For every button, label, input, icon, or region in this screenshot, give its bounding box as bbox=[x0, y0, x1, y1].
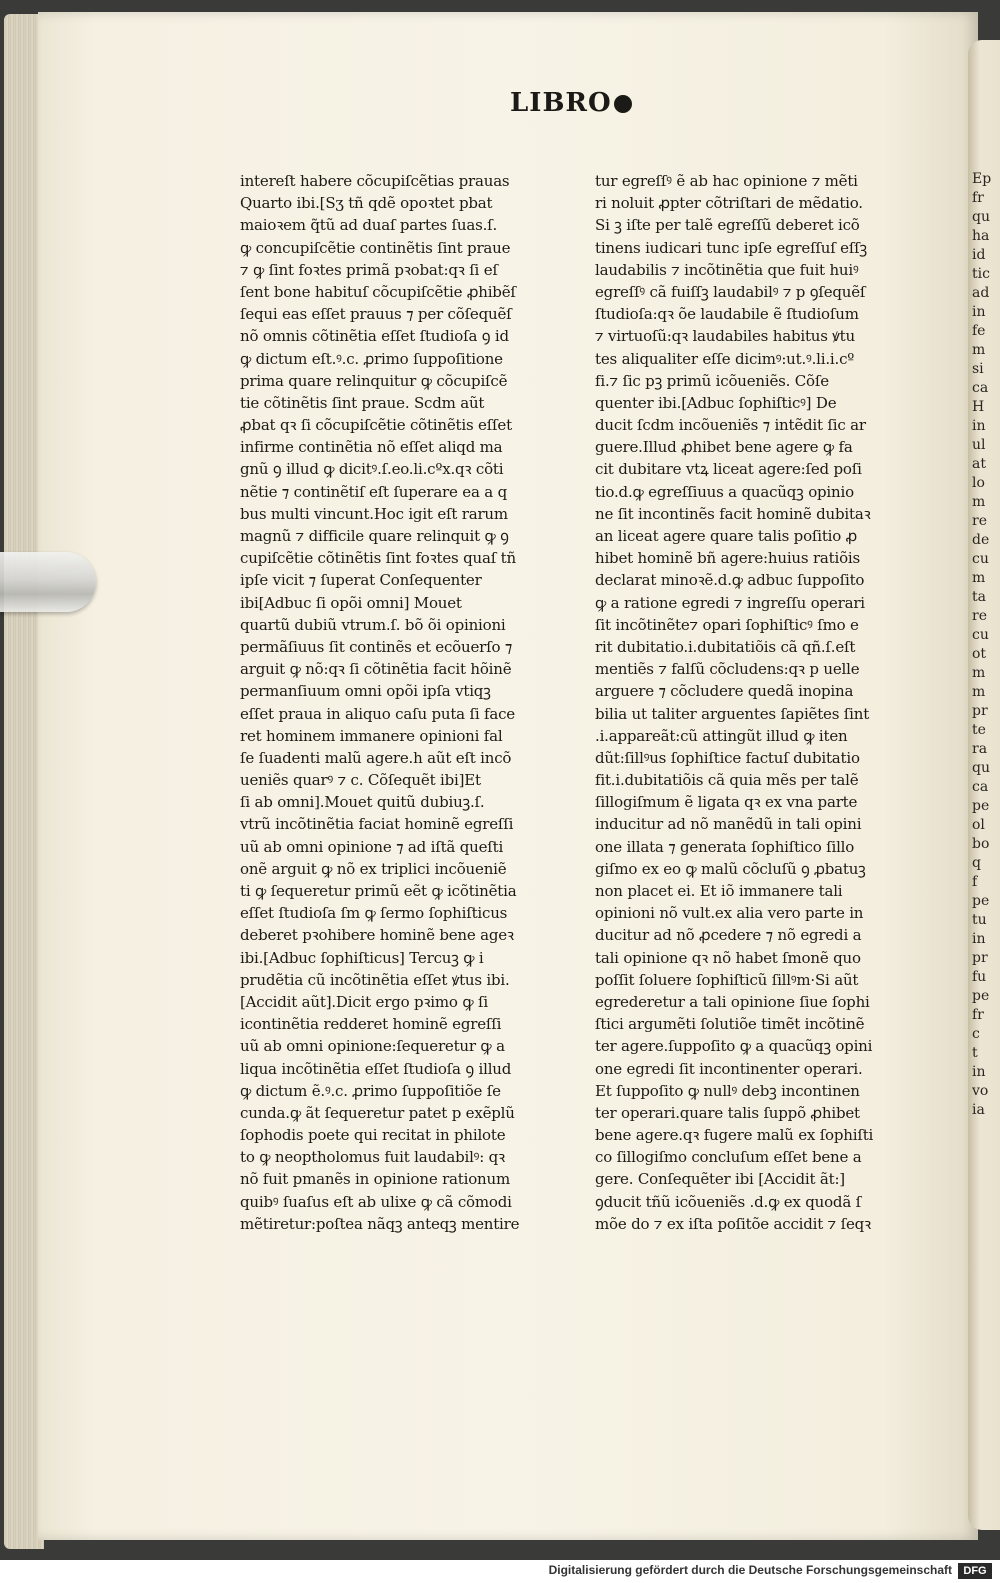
margin-fragment: fr bbox=[972, 190, 984, 206]
text-line: ꝙ a ratione egredi ⁊ ingreſſu operari bbox=[595, 593, 865, 612]
text-line: egreſſꝰ cã fuiſſꝫ laudabilꝰ ⁊ p ꝯſequẽſ bbox=[595, 282, 866, 301]
text-line: giſmo ex eo ꝙ malũ cõcluſũ ꝯ ꝓbatuꝫ bbox=[595, 859, 866, 878]
margin-fragment: ol bbox=[972, 817, 985, 833]
margin-fragment: m bbox=[972, 494, 986, 510]
text-line: nõ omnis cõtinẽtia eſſet ſtudioſa ꝯ id bbox=[240, 327, 509, 346]
margin-fragment: si bbox=[972, 361, 984, 377]
text-line: gnũ ꝯ illud ꝙ dicitꝰ.ſ.eo.li.cºx.qꝛ cõti bbox=[240, 460, 504, 479]
text-line: tinens iudicari tunc ipſe egreſſuſ eſſꝫ bbox=[595, 238, 867, 257]
text-line: onẽ arguit ꝙ nõ ex triplici incõueniẽ bbox=[240, 859, 507, 878]
margin-fragment: fe bbox=[972, 323, 986, 339]
text-line: to ꝙ neoptholomus fuit laudabilꝰ: qꝛ bbox=[240, 1148, 505, 1167]
text-line: mẽtiretur:poſtea nãqꝫ anteqꝫ mentire bbox=[240, 1214, 520, 1233]
dfg-logo: DFG bbox=[958, 1563, 992, 1579]
text-line: [Accidit aũt].Dicit ergo pꝛimo ꝙ ſi bbox=[240, 992, 488, 1011]
text-line: quartũ dubiũ vtrum.ſ. bõ õi opinioni bbox=[240, 615, 506, 634]
text-line: cit dubitare vtꝝ liceat agere:ſed poſi bbox=[595, 460, 862, 479]
text-line: ſequi eas eſſet prauus ⁊ per cõſequẽſ bbox=[240, 305, 512, 324]
margin-fragment: qu bbox=[972, 209, 990, 225]
margin-fragment: cu bbox=[972, 627, 989, 643]
text-line: fit.i.dubitatiõis cã quia mẽs per talẽ bbox=[595, 771, 859, 790]
text-line: tur egreſſꝰ ẽ ab hac opinione ⁊ mẽti bbox=[595, 172, 858, 190]
text-line: Quarto ibi.[Sʒ tñ qdẽ opoꝛtet pbat bbox=[240, 194, 493, 213]
text-line: vtrũ incõtinẽtia faciat hominẽ egreſſi bbox=[240, 815, 514, 834]
text-line: ſtudioſa:qꝛ õe laudabile ẽ ſtudioſum bbox=[595, 305, 859, 324]
right-text-column bbox=[595, 170, 905, 1235]
text-line: inducitur ad nõ manẽdũ in tali opini bbox=[595, 815, 862, 834]
text-line: ibi[Adbuc ſi opõi omni] Mouet bbox=[240, 593, 462, 612]
text-line: magnũ ⁊ difficile quare relinquit ꝙ ꝯ bbox=[240, 527, 509, 545]
text-line: ducit ſcdm incõueniẽs ⁊ intẽdit ſic ar bbox=[595, 416, 866, 435]
margin-fragment: lo bbox=[972, 475, 985, 491]
text-line: bene agere.qꝛ fugere malũ ex ſophiſti bbox=[595, 1126, 874, 1145]
margin-fragment: in bbox=[972, 931, 986, 947]
margin-fragment: Ep bbox=[972, 171, 992, 187]
margin-fragment: id bbox=[972, 247, 986, 263]
text-line: ꝯducit tñũ icõueniẽs .d.ꝙ ex quodã ſ bbox=[595, 1192, 861, 1211]
text-line: ducitur ad nõ ꝓcedere ⁊ nõ egredi a bbox=[595, 926, 862, 945]
text-line: mentiẽs ⁊ falſũ cõcludens:qꝛ p uelle bbox=[595, 660, 860, 679]
margin-fragment: t bbox=[972, 1045, 978, 1061]
text-line: ſophodis poete qui recitat in philote bbox=[240, 1126, 506, 1145]
margin-fragment: de bbox=[972, 532, 990, 548]
next-page-text-fragments bbox=[972, 170, 1000, 1120]
text-line: non placet ei. Et iõ immanere tali bbox=[595, 882, 843, 900]
text-line: .i.appareãt:cũ attingũt illud ꝙ iten bbox=[595, 726, 848, 745]
margin-fragment: in bbox=[972, 1064, 986, 1080]
text-line: intereſt habere cõcupiſcẽtias prauas bbox=[240, 172, 510, 190]
text-line: ſtici argumẽti ſolutiõe timẽt incõtinẽ bbox=[595, 1015, 865, 1034]
margin-fragment: ad bbox=[972, 285, 990, 301]
margin-fragment: tic bbox=[972, 266, 990, 282]
text-line: tes aliqualiter eſſe dicimꝰ:ut.ꝰ.li.i.cº bbox=[595, 349, 855, 368]
text-line: rit dubitatio.i.dubitatiõis cã qñ.ſ.eſt bbox=[595, 637, 856, 656]
text-line: quenter ibi.[Adbuc ſophiſticꝰ] De bbox=[595, 393, 837, 412]
margin-fragment: te bbox=[972, 722, 986, 738]
text-line: infirme continẽtia nõ eſſet aliqd ma bbox=[240, 438, 503, 457]
text-line: gere. Conſequẽter ibi [Accidit ãt:] bbox=[595, 1170, 845, 1189]
text-line: ri noluit ꝓpter cõtriſtari de mẽdatio. bbox=[595, 194, 863, 213]
margin-fragment: re bbox=[972, 608, 987, 624]
text-line: one illata ⁊ generata ſophiſtico ſillo bbox=[595, 837, 855, 856]
text-line: dũt:ſillꝰus ſophiſtice factuſ dubitatio bbox=[595, 748, 860, 767]
margin-fragment: m bbox=[972, 570, 986, 586]
text-line: ret hominem immanere opinioni fal bbox=[240, 726, 503, 745]
text-line: ibi.[Adbuc ſophiſticus] Tercuꝫ ꝙ i bbox=[240, 948, 484, 967]
text-line: uũ ab omni opinione ⁊ ad iſtã queſti bbox=[240, 837, 504, 856]
margin-fragment: in bbox=[972, 304, 986, 320]
text-line: nẽtie ⁊ continẽtiſ eſt ſuperare ea a q bbox=[240, 482, 507, 501]
margin-fragment: ha bbox=[972, 228, 990, 244]
text-line: ꝙ dictum ẽ.ꝰ.c. ꝓrimo ſuppoſitiõe ſe bbox=[240, 1081, 501, 1100]
text-line: permanſiuum omni opõi ipſa vtiqꝫ bbox=[240, 682, 491, 701]
margin-fragment: fu bbox=[972, 969, 987, 985]
text-line: ueniẽs quarꝰ ⁊ c. Cõſequẽt ibi]Et bbox=[240, 771, 481, 790]
text-line: icontinẽtia redderet hominẽ egreſſi bbox=[240, 1015, 502, 1034]
text-line: an liceat agere quare talis poſitio ꝓ bbox=[595, 527, 858, 545]
margin-fragment: pe bbox=[972, 798, 990, 814]
text-line: tie cõtinẽtis ſint praue. Scdm aũt bbox=[240, 393, 485, 412]
text-line: poſſit ſoluere ſophiſticũ ſillꝰm·Si aũt bbox=[595, 970, 859, 989]
running-heading bbox=[510, 88, 632, 118]
margin-fragment: at bbox=[972, 456, 986, 472]
text-line: Si ꝫ iſte per talẽ egreſſũ deberet icõ bbox=[595, 216, 860, 235]
text-line: tali opinione qꝛ nõ habet ſmonẽ quo bbox=[595, 948, 861, 967]
text-line: ſit incõtinẽte⁊ opari ſophiſticꝰ ſmo e bbox=[595, 615, 859, 634]
ornament-mark bbox=[614, 95, 632, 113]
text-line: Et ſuppoſito ꝙ nullꝰ debꝫ incontinen bbox=[595, 1081, 860, 1100]
text-line: ꝙ concupiſcẽtie continẽtis ſint praue bbox=[240, 238, 511, 257]
margin-fragment: m bbox=[972, 342, 986, 358]
margin-fragment: ia bbox=[972, 1102, 985, 1118]
text-line: ti ꝙ ſequeretur primũ eẽt ꝙ icõtinẽtia bbox=[240, 882, 517, 900]
margin-fragment: in bbox=[972, 418, 986, 434]
margin-fragment: pe bbox=[972, 893, 990, 909]
text-line: ſe ſuadenti malũ agere.h aũt eſt incõ bbox=[240, 748, 512, 767]
text-line: ſillogiſmum ẽ ligata qꝛ ex vna parte bbox=[595, 793, 858, 812]
text-line: nõ fuit pmanẽs in opinione rationum bbox=[240, 1170, 511, 1189]
text-line: prudẽtia cũ incõtinẽtia eſſet ꝟtus ibi. bbox=[240, 970, 510, 989]
text-line: mõe do ⁊ ex iſta poſitõe accidit ⁊ ſeqꝛ bbox=[595, 1214, 871, 1233]
margin-fragment: q bbox=[972, 855, 981, 871]
text-line: maioꝛem q̃tũ ad duaſ partes ſuas.ſ. bbox=[240, 216, 498, 235]
text-line: hibet hominẽ bñ agere:huius ratiõis bbox=[595, 549, 861, 568]
text-line: ⁊ virtuoſũ:qꝛ laudabiles habitus ꝟtu bbox=[595, 327, 855, 346]
text-line: co ſillogiſmo concluſum eſſet bene a bbox=[595, 1148, 862, 1167]
margin-fragment: re bbox=[972, 513, 987, 529]
margin-fragment: ca bbox=[972, 779, 989, 795]
text-line: one egredi ſit incontinenter operari. bbox=[595, 1059, 863, 1078]
text-line: tio.d.ꝙ egreſſiuus a quacũqꝫ opinio bbox=[595, 482, 854, 501]
text-line: liqua incõtinẽtia eſſet ſtudioſa ꝯ illud bbox=[240, 1059, 512, 1078]
margin-fragment: ta bbox=[972, 589, 986, 605]
text-line: cupiſcẽtie cõtinẽtis ſint foꝛtes quaſ tñ bbox=[240, 549, 516, 568]
glass-page-clip bbox=[0, 552, 96, 612]
text-line: deberet pꝛohibere hominẽ bene ageꝛ bbox=[240, 926, 514, 945]
margin-fragment: bo bbox=[972, 836, 990, 852]
text-line: bus multi vincunt.Hoc igit eſt rarum bbox=[240, 504, 508, 523]
running-heading-text: LIBRO bbox=[510, 88, 612, 118]
text-line: laudabilis ⁊ incõtinẽtia que fuit huiꝰ bbox=[595, 260, 859, 279]
margin-fragment: c bbox=[972, 1026, 980, 1042]
text-line: quibꝰ ſuaſus eſt ab ulixe ꝙ cã cõmodi bbox=[240, 1192, 512, 1211]
text-line: ſent bone habituſ cõcupiſcẽtie ꝓhibẽſ bbox=[240, 282, 516, 301]
margin-fragment: H bbox=[972, 399, 985, 415]
text-line: ſi ab omni].Mouet quitũ dubiuꝫ.ſ. bbox=[240, 793, 485, 812]
margin-fragment: pr bbox=[972, 950, 988, 966]
text-line: arguere ⁊ cõcludere quedã inopina bbox=[595, 682, 854, 701]
margin-fragment: ca bbox=[972, 380, 989, 396]
text-line: opinioni nõ vult.ex alia vero parte in bbox=[595, 904, 864, 923]
margin-fragment: qu bbox=[972, 760, 990, 776]
text-line: arguit ꝙ nõ:qꝛ ſi cõtinẽtia facit hõinẽ bbox=[240, 660, 512, 679]
text-line: ter agere.ſuppoſito ꝙ a quacũqꝫ opini bbox=[595, 1037, 873, 1056]
text-line: fi.⁊ ſic pꝫ primũ icõueniẽs. Cõſe bbox=[595, 371, 829, 390]
text-line: declarat minoꝛẽ.d.ꝙ adbuc ſuppoſito bbox=[595, 571, 865, 590]
margin-fragment: m bbox=[972, 684, 986, 700]
text-line: ꝙ dictum eſt.ꝰ.c. ꝓrimo ſuppoſitione bbox=[240, 349, 503, 368]
text-line: eſſet praua in aliquo caſu puta ſi face bbox=[240, 704, 515, 723]
text-line: cunda.ꝙ ãt ſequeretur patet p exẽplũ bbox=[240, 1103, 515, 1122]
text-line: eſſet ſtudioſa ſm ꝙ ſermo ſophiſticus bbox=[240, 904, 508, 923]
margin-fragment: ul bbox=[972, 437, 986, 453]
text-line: ne ſit incontinẽs facit hominẽ dubitaꝛ bbox=[595, 504, 871, 523]
text-line: uũ ab omni opinione:ſequeretur ꝙ a bbox=[240, 1037, 505, 1056]
margin-fragment: m bbox=[972, 665, 986, 681]
text-line: guere.Illud ꝓhibet bene agere ꝙ fa bbox=[595, 438, 853, 457]
margin-fragment: f bbox=[972, 874, 978, 890]
text-line: egrederetur a tali opinione ſiue ſophi bbox=[595, 992, 870, 1011]
text-line: ꝓbat qꝛ ſi cõcupiſcẽtie cõtinẽtis eſſet bbox=[240, 416, 512, 435]
text-line: ter operari.quare talis ſuppõ ꝓhibet bbox=[595, 1103, 860, 1122]
margin-fragment: pr bbox=[972, 703, 988, 719]
margin-fragment: ot bbox=[972, 646, 987, 662]
margin-fragment: pe bbox=[972, 988, 990, 1004]
margin-fragment: cu bbox=[972, 551, 989, 567]
text-line: ⁊ ꝙ ſint foꝛtes primã pꝛobat:qꝛ ſi eſ bbox=[240, 260, 498, 279]
text-line: ipſe vicit ⁊ ſuperat Conſequenter bbox=[240, 571, 482, 590]
margin-fragment: tu bbox=[972, 912, 987, 928]
funding-credit: Digitalisierung gefördert durch die Deutsche Forschungsgemeinschaft bbox=[548, 1563, 952, 1577]
left-text-column bbox=[240, 170, 550, 1235]
margin-fragment: vo bbox=[972, 1083, 989, 1099]
text-line: prima quare relinquitur ꝙ cõcupiſcẽ bbox=[240, 371, 508, 390]
text-line: permãſiuus ſit continẽs et ecõuerſo ⁊ bbox=[240, 637, 513, 656]
text-line: bilia ut taliter arguentes ſapiẽtes ſint bbox=[595, 704, 870, 723]
margin-fragment: ra bbox=[972, 741, 988, 757]
margin-fragment: fr bbox=[972, 1007, 984, 1023]
